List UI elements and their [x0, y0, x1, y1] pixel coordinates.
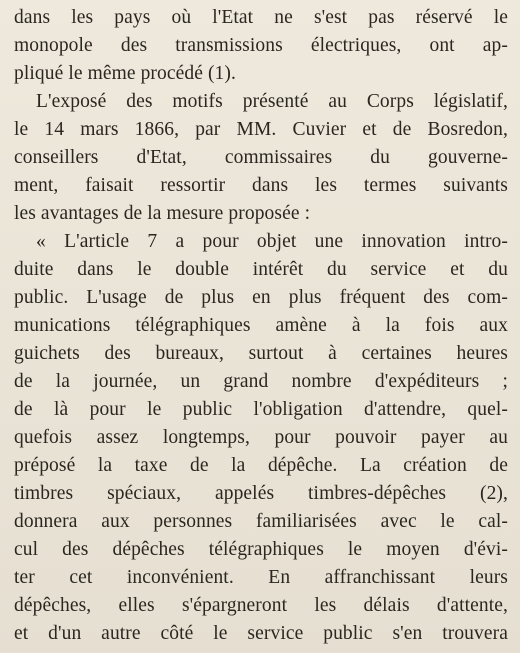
text-line: L'exposé des motifs présenté au Corps législatif,: [36, 91, 508, 112]
text-line: duite dans le double intérêt du service et du: [14, 259, 508, 280]
text-line: timbres spéciaux, appelés timbres-dépêches (2),: [14, 483, 508, 504]
text-line: guichets des bureaux, surtout à certaines heures: [14, 343, 508, 364]
text-line: donnera aux personnes familiarisées avec le cal-: [14, 511, 508, 532]
text-line: cul des dépêches télégraphiques le moyen d'évi-: [14, 539, 508, 560]
text-line: de là pour le public l'obligation d'attendre, quel-: [14, 399, 508, 420]
text-line: monopole des transmissions électriques, ont ap-: [14, 35, 508, 56]
text-line: public. L'usage de plus en plus fréquent des com-: [14, 287, 508, 308]
text-line: pliqué le même procédé (1).: [14, 63, 236, 84]
text-line: les avantages de la mesure proposée :: [14, 203, 311, 224]
text-line: « L'article 7 a pour objet une innovation intro-: [36, 231, 508, 252]
text-line: de la journée, un grand nombre d'expéditeurs ;: [14, 371, 508, 392]
text-line: le 14 mars 1866, par MM. Cuvier et de Bosredon,: [14, 119, 508, 140]
text-line: conseillers d'Etat, commissaires du gouverne-: [14, 147, 508, 168]
text-line: et d'un autre côté le service public s'en trouvera: [14, 623, 508, 644]
text-line: dépêches, elles s'épargneront les délais d'attente,: [14, 595, 508, 616]
text-line: dans les pays où l'Etat ne s'est pas réservé le: [14, 7, 508, 28]
text-line: préposé la taxe de la dépêche. La création de: [14, 455, 508, 476]
body-text: [14, 4, 508, 648]
text-line: quefois assez longtemps, pour pouvoir payer au: [14, 427, 508, 448]
text-line: ter cet inconvénient. En affranchissant leurs: [14, 567, 508, 588]
text-line: munications télégraphiques amène à la fois aux: [14, 315, 508, 336]
text-line: ment, faisait ressortir dans les termes suivants: [14, 175, 508, 196]
